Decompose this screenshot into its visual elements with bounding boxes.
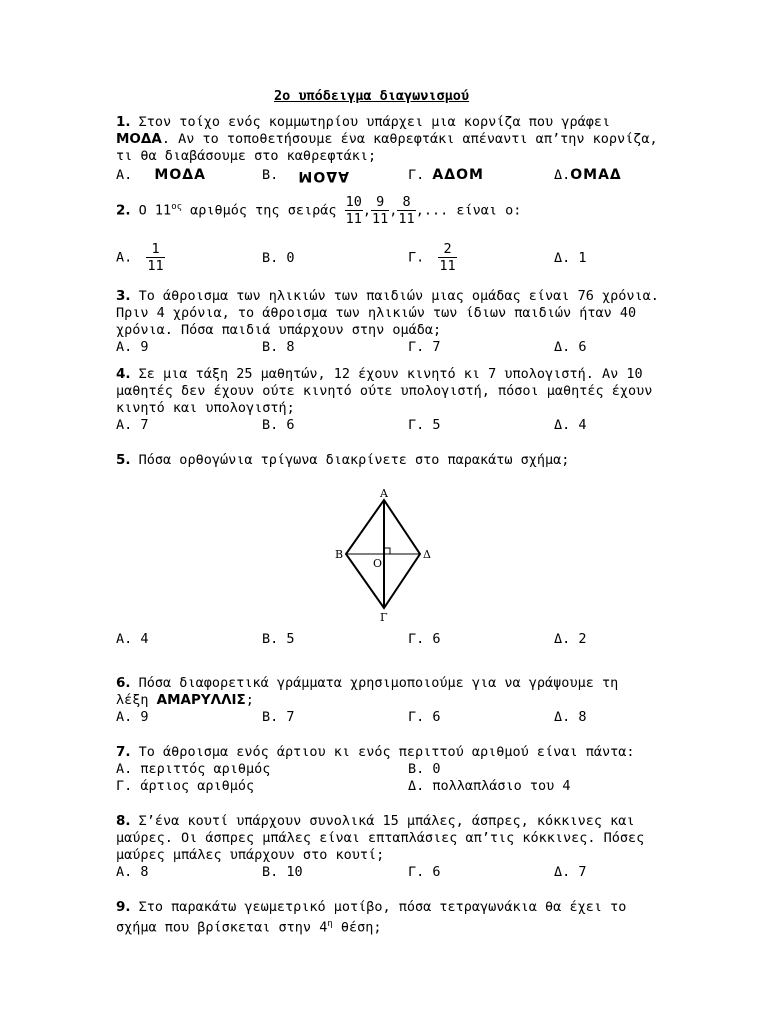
q2-option-c[interactable]: Γ. $\frac{2}{11}$ xyxy=(408,241,456,274)
question-text: Στον τοίχο ενός κομμωτηρίου υπάρχει μια κορνίζα που γράφει xyxy=(138,114,611,130)
q8-option-c[interactable]: Γ. 6 xyxy=(408,864,441,880)
fraction: $\frac{1}{11}$ xyxy=(147,241,164,274)
vertex-label-top: Α xyxy=(380,487,388,500)
q7-option-b[interactable]: Β. 0 xyxy=(408,761,441,777)
question-text: αριθμός της σειράς xyxy=(182,202,337,219)
question-number: 3. xyxy=(116,288,131,304)
question-9-line-2: σχήμα που βρίσκεται στην $4^\eta$ θέση; xyxy=(116,919,382,936)
q2-option-b[interactable]: Β. 0 xyxy=(262,250,295,266)
question-1-line-1 xyxy=(116,114,610,131)
question-7-line-1 xyxy=(116,744,634,761)
q5-option-b[interactable]: Β. 5 xyxy=(262,631,295,647)
q5-option-a[interactable]: Α. 4 xyxy=(116,631,149,647)
q3-option-a[interactable]: Α. 9 xyxy=(116,339,149,355)
q5-option-d[interactable]: Δ. 2 xyxy=(554,631,587,647)
question-text: ,... είναι ο: xyxy=(415,202,522,219)
page-title: 2ο υπόδειγμα διαγωνισμού xyxy=(274,88,470,104)
question-text: Το άθροισμα των ηλικιών των παιδιών μιας ομάδας είναι 76 χρόνια. xyxy=(138,288,659,304)
q1-option-c[interactable] xyxy=(408,167,484,184)
q4-option-b[interactable]: Β. 6 xyxy=(262,417,295,433)
q1-option-d[interactable] xyxy=(554,167,622,184)
question-4-line-1 xyxy=(116,366,643,383)
question-number: 8. xyxy=(116,813,131,829)
option-letter: Δ. xyxy=(554,167,571,183)
keyword-amaryllis: ΑΜΑΡΥΛΛΙΣ xyxy=(156,692,246,708)
question-4-line-3: κινητό και υπολογιστή; xyxy=(116,400,295,416)
q3-option-c[interactable]: Γ. 7 xyxy=(408,339,441,355)
q7-option-d[interactable]: Δ. πολλαπλάσιο του 4 xyxy=(408,778,571,794)
q6-option-b[interactable]: Β. 7 xyxy=(262,709,295,725)
question-number: 2. xyxy=(116,202,131,219)
question-number: 1. xyxy=(116,114,131,130)
question-8-line-1 xyxy=(116,813,634,830)
fraction: $\frac{8}{11}$ xyxy=(398,194,415,227)
q8-option-b[interactable]: Β. 10 xyxy=(262,864,303,880)
question-3-line-1 xyxy=(116,288,659,305)
q3-option-d[interactable]: Δ. 6 xyxy=(554,339,587,355)
q2-option-a[interactable]: Α. $\frac{1}{11}$ xyxy=(116,241,164,274)
question-text: Σ’ένα κουτί υπάρχουν συνολικά 15 μπάλες, άσπρες, κόκκινες και xyxy=(138,813,635,829)
question-number: 6. xyxy=(116,675,131,691)
option-letter: Γ. xyxy=(408,167,425,183)
question-5-line-1 xyxy=(116,452,569,469)
question-4-line-2: μαθητές δεν έχουν ούτε κινητό ούτε υπολογιστή, πόσοι μαθητές έχουν xyxy=(116,383,653,399)
center-label: Ο xyxy=(373,557,383,570)
question-3-line-2: Πριν 4 χρόνια, το άθροισμα των ηλικιών των ίδιων παιδιών ήταν 40 xyxy=(116,305,637,321)
ordinal-suffix: η xyxy=(327,919,333,929)
q6-option-d[interactable]: Δ. 8 xyxy=(554,709,587,725)
q1-option-a[interactable] xyxy=(116,167,206,184)
question-1-line-2 xyxy=(116,131,658,148)
question-number: 5. xyxy=(116,452,131,468)
question-9-line-1 xyxy=(116,899,626,916)
fraction: $\frac{10}{11}$ xyxy=(345,194,362,227)
fraction: $\frac{2}{11}$ xyxy=(439,241,456,274)
option-answer: ΑΔΟΜ xyxy=(432,167,484,183)
question-text: Το άθροισμα ενός άρτιου κι ενός περιττού αριθμού είναι πάντα: xyxy=(138,744,635,760)
question-text: Σε μια τάξη 25 μαθητών, 12 έχουν κινητό κι 7 υπολογιστή. Αν 10 xyxy=(138,366,643,382)
question-text: Ο 11 xyxy=(138,202,172,219)
q8-option-d[interactable]: Δ. 7 xyxy=(554,864,587,880)
q7-option-a[interactable]: Α. περιττός αριθμός xyxy=(116,761,271,777)
question-text: Στο παρακάτω γεωμετρικό μοτίβο, πόσα τετραγωνάκια θα έχει το xyxy=(138,899,627,915)
q4-option-a[interactable]: Α. 7 xyxy=(116,417,149,433)
q6-option-c[interactable]: Γ. 6 xyxy=(408,709,441,725)
vertex-label-left: Β xyxy=(335,548,344,561)
question-2-line-1: 2. Ο $11^{o\varsigma}$ αριθμός της σειράς $\frac{10}{11}$ , $\frac{9}{11}$ , $\frac{8}{11}$ ,... είναι ο: xyxy=(116,194,522,227)
q8-option-a[interactable]: Α. 8 xyxy=(116,864,149,880)
question-text: . Αν το τοποθετήσουμε ένα καθρεφτάκι απέναντι απ’την κορνίζα, xyxy=(161,131,658,147)
question-text: Πόσα ορθογώνια τρίγωνα διακρίνετε στο παρακάτω σχήμα; xyxy=(138,452,570,468)
q4-option-c[interactable]: Γ. 5 xyxy=(408,417,441,433)
option-answer: ΜΟΔΑ xyxy=(154,167,206,183)
q5-option-c[interactable]: Γ. 6 xyxy=(408,631,441,647)
q2-option-d[interactable]: Δ. 1 xyxy=(554,250,587,266)
question-8-line-3: μαύρες μπάλες υπάρχουν στο κουτί; xyxy=(116,847,385,863)
question-1-line-3: τι θα διαβάσουμε στο καθρεφτάκι; xyxy=(116,148,377,164)
option-letter: Β. xyxy=(262,167,279,183)
vertex-label-bottom: Γ xyxy=(380,611,388,624)
vertex-label-right: Δ xyxy=(423,548,431,561)
question-text: Πόσα διαφορετικά γράμματα χρησιμοποιούμε για να γράψουμε τη xyxy=(138,675,619,691)
option-letter: Α. xyxy=(116,167,133,183)
q4-option-d[interactable]: Δ. 4 xyxy=(554,417,587,433)
rhombus-diagram xyxy=(330,486,440,626)
question-number: 9. xyxy=(116,899,131,915)
question-8-line-2: μαύρες. Οι άσπρες μπάλες είναι επταπλάσιες απ’τις κόκκινες. Πόσες xyxy=(116,830,645,846)
question-6-line-1 xyxy=(116,675,618,692)
keyword-moda: ΜΟΔΑ xyxy=(116,131,162,147)
q7-option-c[interactable]: Γ. άρτιος αριθμός xyxy=(116,778,255,794)
fraction: $\frac{9}{11}$ xyxy=(372,194,389,227)
question-number: 7. xyxy=(116,744,131,760)
question-number: 4. xyxy=(116,366,131,382)
q3-option-b[interactable]: Β. 8 xyxy=(262,339,295,355)
question-3-line-3: χρόνια. Πόσα παιδιά υπάρχουν στην ομάδα; xyxy=(116,322,442,338)
q1-option-b[interactable] xyxy=(262,167,350,184)
option-answer-mirrored: ΜΟΔΑ xyxy=(298,168,350,184)
q6-option-a[interactable]: Α. 9 xyxy=(116,709,149,725)
question-6-line-2: λέξη ΑΜΑΡΥΛΛΙΣ; xyxy=(116,692,254,708)
ordinal-suffix: ος xyxy=(171,202,183,212)
option-answer: ΟΜΑΔ xyxy=(570,167,622,183)
